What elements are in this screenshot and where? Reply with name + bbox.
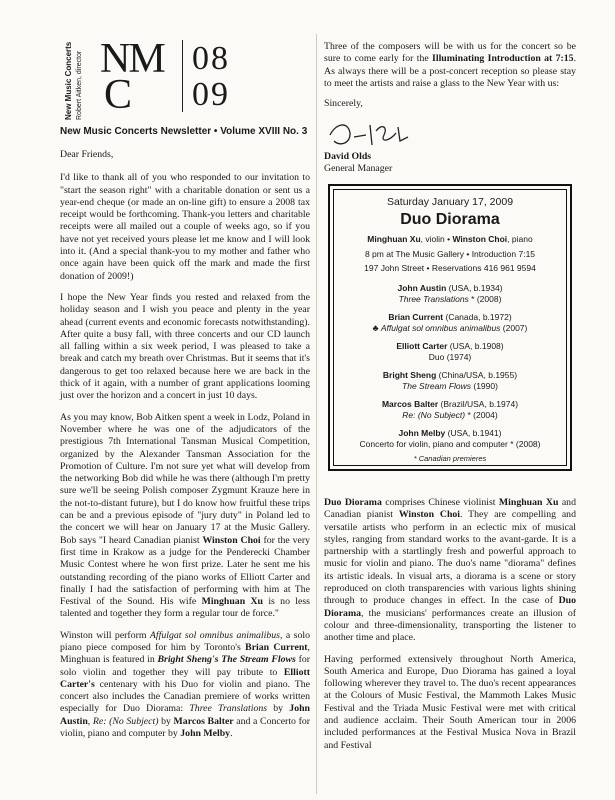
letter-body — [60, 149, 310, 749]
program-item: John Austin (USA, b.1934) Three Translations * (2008) — [397, 283, 503, 304]
signer-name: David Olds — [324, 151, 372, 162]
program-item: Bright Sheng (China/USA, b.1955) The Stream Flows (1990) — [382, 370, 518, 391]
paragraph-donations: I'd like to thank all of you who responded to our invitation to "start the season right" with a charitable donation or sent us a year-end cheque (or made an on-line gift) to ensure a 2008 tax receipt would be forthcoming. Thank-you letters and charitable receipts were all mailed out a couple of weeks ago, so if you have not yet received yours please let me know and I will look into it. (And a special thank-you to my mother and father who once again have been quick off the mark and made the first donation of 2009!) — [60, 172, 310, 282]
logo-divider — [182, 40, 183, 112]
venue-line: 8 pm at The Music Gallery • Introduction 7:15 — [364, 249, 536, 259]
concert-date: Saturday January 17, 2009 — [386, 196, 514, 208]
maple-leaf-icon: ♣ — [372, 323, 379, 333]
vertical-title: New Music Concerts — [64, 41, 73, 120]
program-item: Marcos Balter (Brazil/USA, b.1974) Re: (No Subject) * (2004) — [381, 399, 519, 420]
signature — [326, 115, 416, 151]
season-top: 08 — [192, 40, 230, 77]
newsletter-volume-line: New Music Concerts Newsletter • Volume XVIII No. 3 — [60, 126, 308, 137]
season-bottom: 09 — [192, 76, 230, 113]
paragraph-introduction: Three of the composers will be with us for the concert so be sure to come early for the Illuminating Introduction at 7:15. As always there will be a post-concert reception so please stay to meet the artists and raise a glass to the New Year with us: — [324, 41, 577, 89]
ensemble-bio — [324, 497, 576, 761]
program-item: Elliott Carter (USA, b.1908) Duo (1974) — [396, 341, 504, 362]
paragraph-bio: Duo Diorama comprises Chinese violinist Minghuan Xu and Canadian pianist Winston Choi. They are compelling and versatile artists who perform in an eclectic mix of musical styles, ranging from standard works to the avant-garde. It is a partnership with a startlingly fresh and powerful approach to music for violin and piano. The duo's name "diorama" defines its artistic ideals. In visual arts, a diorama is a scene or story reproduced on cloth transparencies with various lights shining through to produce changes in effect. In the case of Duo Diorama, the musicians' performances create an illusion of colour and three-dimensionality, transporting the listener to another time and place. — [324, 497, 576, 644]
column-divider — [316, 34, 317, 794]
performers: Minghuan Xu, violin • Winston Choi, piano — [367, 234, 533, 244]
paragraph-new-year: I hope the New Year finds you rested and relaxed from the holiday season and I wish you peace and plenty in the year ahead (current events and economic forecasts notwithstanding). After quite a busy fall, with three concerts and our CD launch all falling within a six week period, I was pleased to take a break and catch my breath over Christmas. But it seems that it's dangerous to get too relaxed because here we are back in the thick of it again, with a number of grant applications looming just over the horizon and a concert in just 10 days. — [60, 291, 310, 402]
logo-nm: NM — [100, 36, 164, 82]
closing-text — [324, 41, 576, 118]
vertical-director: Robert Aitken, director — [76, 50, 83, 120]
paragraph-lodz: As you may know, Bob Aitken spent a week in Lodz, Poland in November where he was one of the adjudicators of the prestigious 7th International Tansman Musical Competition, organized by the Alexander Tansman Association for the Promotion of Culture. I'm not sure yet what will develop from the networking Bob did while he was there (although I'm pretty sure we'll be seeing Polish composer Zygmunt Krauze here in the not-to-distant future), but I do know how fruitful these trips can be and a previous episode of "jury duty" in Poland led to the concert we will hear on January 17 at the Music Gallery. Bob says "I heard Canadian pianist Winston Choi for the very first time in Krakow as a judge for the Penderecki Chamber Music Contest where he won first prize. Later he sent me his outstanding recording of the piano works of Elliott Carter and finally I had the satisfaction of performing with him at The Festival of the Sound. His wife Minghuan Xu is no less talented and together they form a regular tour de force." — [60, 411, 310, 620]
address-line: 197 John Street • Reservations 416 961 9594 — [364, 263, 536, 273]
program-item: Brian Current (Canada, b.1972) ♣ Affulgat sol omnibus animalibus (2007) — [372, 312, 528, 333]
paragraph-touring: Having performed extensively throughout North America, South America and Europe, Duo Diorama has gained a loyal following wherever they travel to. The duo's recent appearances at the Colours of Music Festival, the Mammoth Lakes Music Festival and the Triada Music Festival were met with critical and audience acclaim. Their South American tour in 2006 included performances at the Festival Musica Nova in Brazil and Festival — [324, 653, 576, 751]
greeting: Dear Friends, — [60, 149, 114, 160]
program-item: John Melby (USA, b.1941) Concerto for violin, piano and computer * (2008) — [359, 428, 541, 449]
logo-c: C — [104, 72, 133, 118]
concert-listing-box — [328, 184, 572, 471]
signer-title: General Manager — [324, 163, 393, 174]
premiere-note: * Canadian premieres — [413, 454, 487, 463]
paragraph-program: Winston will perform Affulgat sol omnibus animalibus, a solo piano piece composed for him by Toronto's Brian Current, Minghuan is featured in Bright Sheng's The Stream Flows for solo violin and together they will pay tribute to Elliott Carter's centenary with his Duo for violin and piano. The concert also includes the Canadian premiere of works written especially for Duo Diorama: Three Translations by John Austin, Re: (No Subject) by Marcos Balter and a Concerto for violin, piano and computer by John Melby. — [60, 629, 310, 740]
ensemble-name: Duo Diorama — [400, 211, 500, 228]
sincerely: Sincerely, — [324, 98, 363, 110]
signer-block — [324, 151, 392, 175]
masthead-vertical-text — [60, 34, 100, 120]
